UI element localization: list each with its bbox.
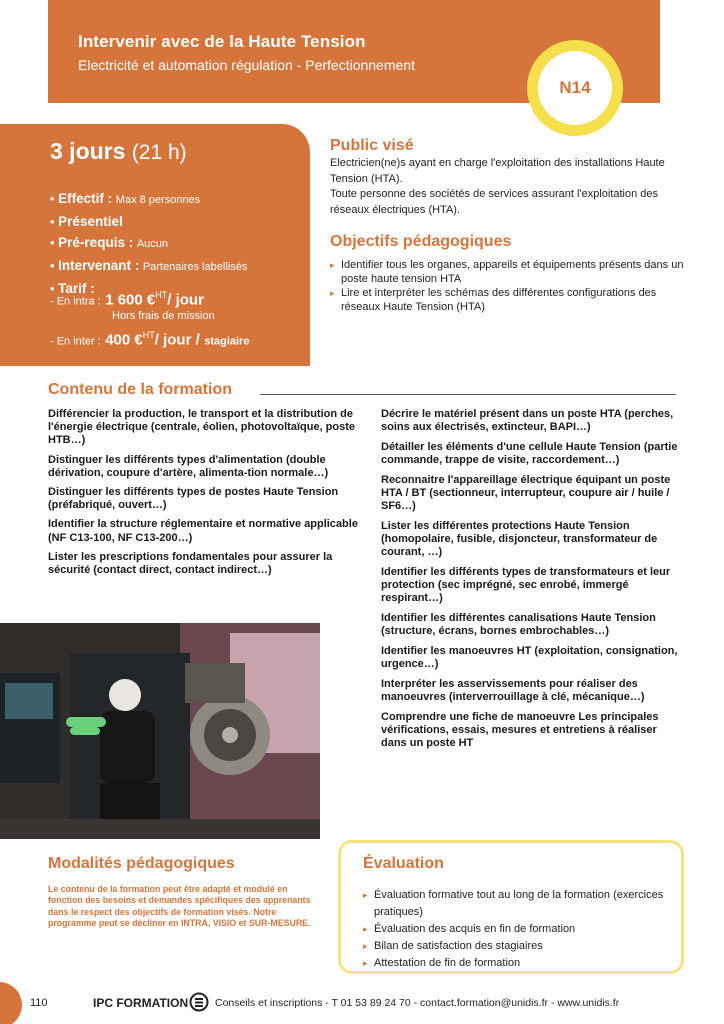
objective-item: ▸ Identifier tous les organes, appareils et équipements présents dans un poste haute tension HTA: [330, 258, 690, 286]
page-title: Intervenir avec de la Haute Tension: [78, 32, 366, 51]
content-item: Lister les différentes protections Haute Tension (homopolaire, fusible, disjoncteur, transformateur de courant, …): [381, 519, 658, 559]
content-item: Détailler les éléments d'une cellule Haute Tension (partie commande, trappe de visite, raccordement…): [381, 440, 678, 467]
content-divider: [260, 394, 676, 395]
content-item: Distinguer les différents types de postes Haute Tension (préfabriqué, ouvert…): [48, 486, 339, 512]
page-subtitle: Electricité et automation régulation - Perfectionnement: [78, 57, 415, 73]
info-intervenant: • Intervenant : Partenaires labellisés: [50, 258, 248, 273]
footer-contact: Conseils et inscriptions - T 01 53 89 24 70 - contact.formation@unidis.fr - www.unidis.fr: [215, 997, 620, 1009]
content-item: Identifier la structure réglementaire et normative applicable (NF C13-100, NF C13-200…): [48, 518, 358, 544]
level-badge: [527, 40, 623, 136]
evaluation-item: ▸ Attestation de fin de formation: [363, 955, 683, 972]
modalities-text: Le contenu de la formation peut être adapté et modulé en fonction des besoins et demandes spécifiques des apprenants dans le respect des objectifs de formation visés. Notre programme peut se décliner en INTRA, VISIO et SUR-MESURE.: [48, 884, 311, 929]
evaluation-item: ▸ Évaluation formative tout au long de la formation (exercices pratiques): [363, 887, 683, 921]
content-item: Interpréter les asservissements pour réaliser des manoeuvres (interverrouillage à clé, mécanique…): [381, 677, 645, 704]
page-number: 110: [30, 997, 48, 1009]
public-title: Public visé: [330, 137, 414, 154]
modalities-title: Modalités pédagogiques: [48, 855, 235, 872]
evaluation-list: [363, 887, 683, 972]
footer-brand: IPC FORMATION: [93, 996, 189, 1010]
page-tab: [0, 982, 22, 1024]
objective-item: ▸ Lire et interpréter les schémas des différentes configurations des réseaux Haute Tension (HTA): [330, 286, 690, 314]
content-list-right: [381, 408, 681, 757]
duration-hours: (21 h): [131, 141, 187, 164]
evaluation-title: Évaluation: [363, 855, 444, 872]
content-item: Identifier les manoeuvres HT (exploitation, consignation, urgence…): [381, 645, 678, 671]
info-effectif: • Effectif : Max 8 personnes: [50, 191, 201, 206]
evaluation-item: ▸ Bilan de satisfaction des stagiaires: [363, 938, 683, 955]
price-intra: - En intra : 1 600 €$^{HT}$/ jour: [50, 290, 204, 309]
info-tarif: • Tarif :: [50, 281, 95, 296]
price-intra-note: Hors frais de mission: [112, 310, 215, 322]
duration-days: 3 jours: [50, 138, 126, 164]
technician-photo: [0, 623, 320, 839]
content-item: Identifier les différentes canalisations Haute Tension (structure, écrans, bornes embrochables…): [381, 612, 656, 638]
info-prerequis: • Pré-requis : Aucun: [50, 235, 169, 250]
content-list-left: [48, 408, 358, 583]
content-item: Distinguer les différents types d'alimentation (double dérivation, coupure d'artère, alimenta-tion normale…): [48, 453, 329, 479]
level-badge-label: N14: [538, 51, 612, 125]
public-line: Toute personne des sociétés de services assurant l'exploitation des réseaux électriques (HTA).: [330, 188, 659, 216]
course-info-list: [50, 188, 247, 299]
course-info-box: [0, 124, 310, 366]
content-item: Comprendre une fiche de manoeuvre Les principales vérifications, essais, mesures et entretiens à réaliser dans un poste HT: [381, 710, 659, 750]
public-text: [330, 156, 690, 218]
course-duration: [50, 138, 187, 165]
content-item: Lister les prescriptions fondamentales pour assurer la sécurité (contact direct, contact indirect…): [48, 550, 333, 577]
evaluation-box: [338, 840, 684, 974]
objectives-list: [330, 258, 690, 314]
ipc-logo-icon: [189, 992, 211, 1012]
info-presentiel: • Présentiel: [50, 214, 123, 229]
technician-photo-illustration: [0, 623, 320, 839]
public-line: Electricien(ne)s ayant en charge l'exploitation des installations Haute Tension (HTA).: [330, 157, 665, 185]
content-title: Contenu de la formation: [48, 381, 232, 398]
price-inter: - En inter : 400 €$^{HT}$/ jour / stagiaire: [50, 330, 250, 349]
content-item: Reconnaitre l'appareillage électrique équipant un poste HTA / BT (sectionneur, interrupteur, coupure air / huile / SF6…): [381, 473, 671, 513]
content-item: Identifier les différents types de transformateurs et leur protection (sec imprégné, sec enrobé, immergé respirant…): [381, 566, 671, 605]
evaluation-item: ▸ Évaluation des acquis en fin de formation: [363, 921, 683, 938]
objectives-title: Objectifs pédagogiques: [330, 233, 512, 250]
content-item: Décrire le matériel présent dans un poste HTA (perches, soins aux électrisés, extincteur, BAPI…): [381, 408, 674, 434]
content-item: Différencier la production, le transport et la distribution de l'énergie électrique (centrale, éolien, photovoltaïque, poste HTB…): [48, 408, 356, 447]
